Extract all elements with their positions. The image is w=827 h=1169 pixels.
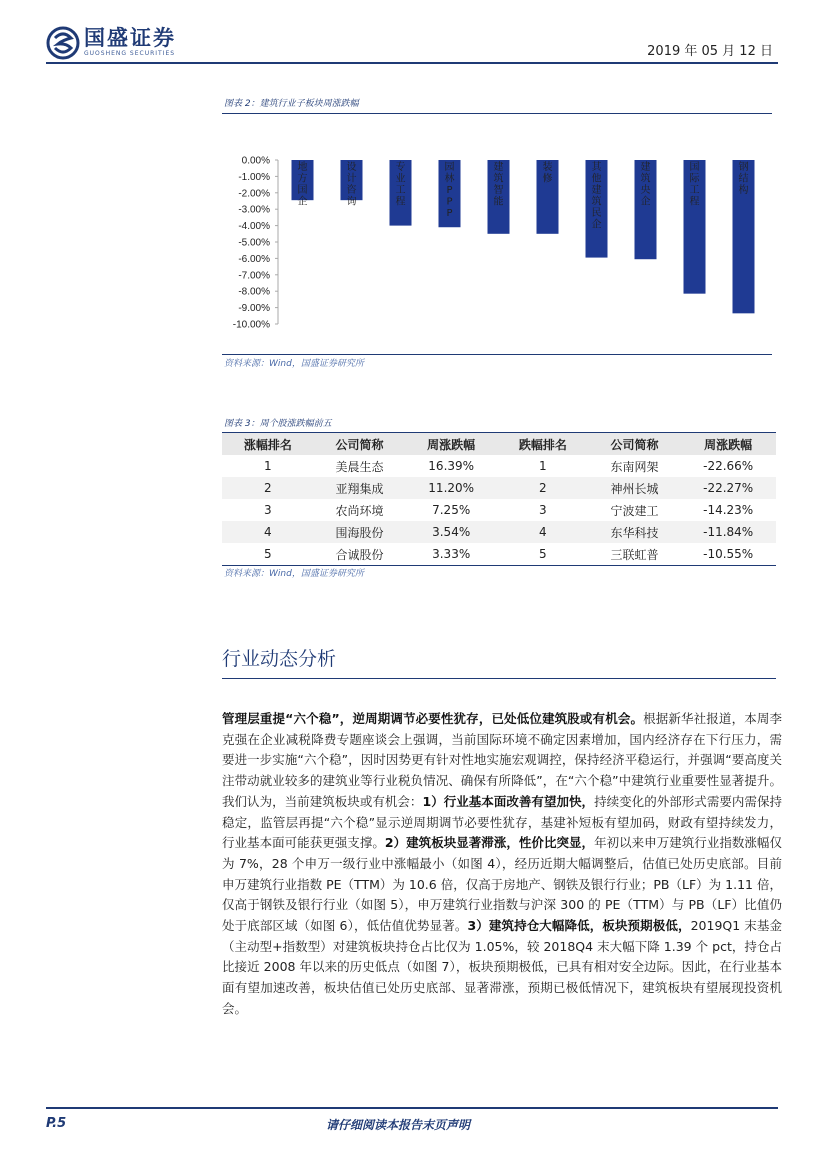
y-tick-label: -3.00%: [238, 204, 270, 216]
chart-caption: 图表 2：建筑行业子板块周涨跌幅: [224, 99, 359, 109]
category-label: 国际工程: [689, 162, 700, 208]
page-number: P.5: [46, 1116, 67, 1131]
section-rule: [222, 678, 776, 679]
category-label: 地方国企: [297, 162, 308, 208]
category-label: 装修: [542, 162, 553, 185]
category-label: 建筑智能: [493, 162, 504, 208]
company-name: 国盛证券: [84, 26, 176, 50]
table-cell: 16.39%: [405, 455, 497, 477]
point-heading: 3）建筑持仓大幅降低，板块预期极低，: [467, 918, 691, 934]
table-cell: 农尚环境: [314, 499, 406, 521]
table-cell: -22.27%: [680, 477, 776, 499]
paragraph-text: 持续变化的外部形式需要内需保持稳定，监管层再提“六个稳”显示逆周期调节必要性犹存，基建补短板有望加码，财政有望持续发力，行业基本面可能获更强支撑。: [222, 793, 782, 851]
table-cell: 2: [222, 477, 314, 499]
y-tick-label: -8.00%: [238, 286, 270, 298]
col-loss-rank: 跌幅排名: [497, 433, 589, 456]
stock-top5-table: [222, 432, 776, 566]
table-cell: 4: [497, 521, 589, 543]
table-cell: 宁波建工: [589, 499, 681, 521]
table-cell: 1: [497, 455, 589, 477]
table-cell: 5: [497, 543, 589, 566]
table-row: [222, 543, 776, 566]
table-cell: 围海股份: [314, 521, 406, 543]
table-cell: 东华科技: [589, 521, 681, 543]
table-cell: 三联虹普: [589, 543, 681, 566]
y-tick-label: -7.00%: [238, 270, 270, 282]
table-cell: 神州长城: [589, 477, 681, 499]
table-cell: 1: [222, 455, 314, 477]
table-source: 资料来源：Wind，国盛证券研究所: [224, 569, 364, 579]
table-cell: 3: [497, 499, 589, 521]
y-tick-label: -9.00%: [238, 303, 270, 315]
table-cell: 亚翔集成: [314, 477, 406, 499]
table-cell: 3.33%: [405, 543, 497, 566]
table-row: [222, 477, 776, 499]
category-label: 设计咨询: [346, 162, 357, 208]
table-cell: 美晨生态: [314, 455, 406, 477]
col-gain-rank: 涨幅排名: [222, 433, 314, 456]
y-tick-label: -2.00%: [238, 188, 270, 200]
table-row: [222, 499, 776, 521]
chart-top-rule: [222, 113, 772, 114]
y-tick-label: -6.00%: [238, 253, 270, 265]
col-company: 公司简称: [589, 433, 681, 456]
table-cell: 5: [222, 543, 314, 566]
chart-bottom-rule: [222, 354, 772, 355]
paragraph-text: 年初以来申万建筑行业指数涨幅仅为 7%，28 个申万一级行业中涨幅最小（如图 4），经历近期大幅调整后，估值已处历史底部。目前申万建筑行业指数 PE（TTM）为 10.6 倍，仅高于房地产、钢铁及银行行业；PB（LF）为 1.11 倍，仅高于钢铁及银行行业（如图 5），申万建筑行业指数与沪深 300 的 PE（TTM）与 PB（LF）比值仍处于底部区域（如图 6），低估值优势显著。: [222, 835, 782, 934]
table-cell: -10.55%: [680, 543, 776, 566]
section-title: 行业动态分析: [222, 648, 337, 670]
y-tick-label: -10.00%: [232, 319, 270, 331]
table-cell: -11.84%: [680, 521, 776, 543]
y-tick-label: 0.00%: [241, 155, 270, 167]
table-cell: 7.25%: [405, 499, 497, 521]
table-header-row: [222, 433, 776, 456]
point-heading: 2）建筑板块显著滞涨，性价比突显，: [384, 835, 595, 851]
table-cell: -22.66%: [680, 455, 776, 477]
table-cell: 东南网架: [589, 455, 681, 477]
header-rule: [46, 62, 778, 64]
col-company: 公司简称: [314, 433, 406, 456]
table-cell: 2: [497, 477, 589, 499]
y-tick-label: -5.00%: [238, 237, 270, 249]
point-heading: 1）行业基本面改善有望加快，: [422, 793, 595, 809]
table-cell: 11.20%: [405, 477, 497, 499]
table-cell: 3.54%: [405, 521, 497, 543]
chart-source: 资料来源：Wind，国盛证券研究所: [224, 359, 364, 369]
table-row: [222, 455, 776, 477]
company-name-en: GUOSHENG SECURITIES: [84, 50, 176, 57]
category-label: 专业工程: [395, 162, 406, 208]
y-tick-label: -1.00%: [238, 171, 270, 183]
category-label: 钢结构: [738, 162, 749, 196]
paragraph-text: 2019Q1 末基金（主动型+指数型）对建筑板块持仓占比仅为 1.05%，较 2018Q4 末大幅下降 1.39 个 pct，持仓占比接近 2008 年以来的历史低点（如图 7），板块预期极低，已具有相对安全边际。因此，在行业基本面有望加速改善，板块估值已处历史底部、显著滞涨，预期已极低情况下，建筑板块有望展现投资机会。: [222, 918, 782, 1016]
disclaimer-note: 请仔细阅读本报告末页声明: [326, 1118, 471, 1132]
col-weekly-change: 周涨跌幅: [680, 433, 776, 456]
lead-sentence: 管理层重提“六个稳”，逆周期调节必要性犹存，已处低位建筑股或有机会。: [222, 711, 644, 726]
paragraph-text: 根据新华社报道，本周李克强在企业减税降费专题座谈会上强调，当前国际环境不确定因素增加，国内经济存在下行压力，需要进一步实施“六个稳”，因时因势更有针对性地实施宏观调控，保持经济平稳运行，并强调“要高度关注带动就业较多的建筑业等行业税负情况、确保有所降低”，在“六个稳”中建筑行业重要性显著提升。我们认为，当前建筑板块或有机会：: [222, 711, 782, 809]
category-label: 建筑央企: [640, 162, 651, 208]
table-cell: -14.23%: [680, 499, 776, 521]
analysis-paragraph: [222, 709, 782, 1020]
col-weekly-change: 周涨跌幅: [405, 433, 497, 456]
table-caption: 图表 3：周个股涨跌幅前五: [224, 419, 332, 429]
footer-rule: [46, 1107, 778, 1109]
sector-weekly-change-chart: [222, 140, 772, 340]
category-label: 其他建筑民企: [591, 162, 602, 231]
table-cell: 合诚股份: [314, 543, 406, 566]
table-cell: 4: [222, 521, 314, 543]
table-row: [222, 521, 776, 543]
report-date: 2019 年 05 月 12 日: [647, 44, 773, 59]
y-tick-label: -4.00%: [238, 221, 270, 233]
category-label: 园林 P P P: [444, 162, 455, 219]
table-cell: 3: [222, 499, 314, 521]
